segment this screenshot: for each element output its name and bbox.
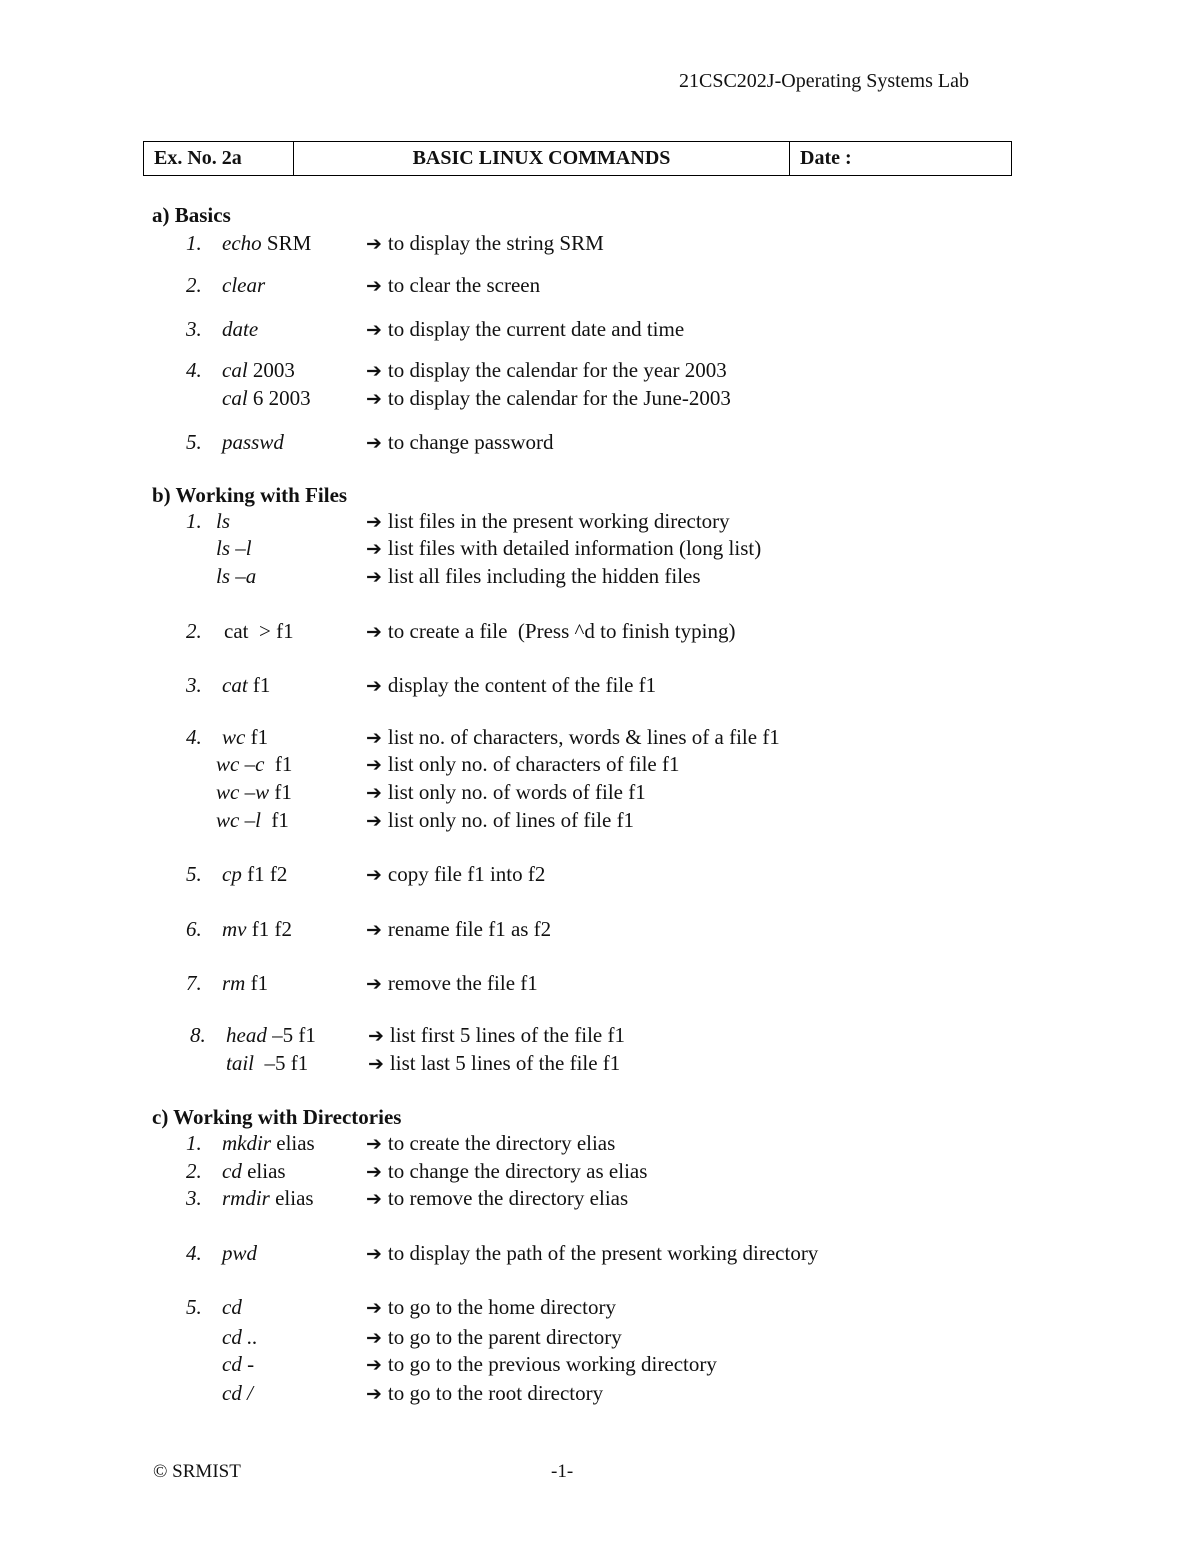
- command-argument: 2003: [247, 358, 295, 382]
- command-name: ls –a: [216, 564, 257, 588]
- command-text: [222, 273, 265, 298]
- command-name: cal: [222, 386, 248, 410]
- description-text: to display the calendar for the year 2003: [387, 358, 727, 382]
- command-description: [366, 780, 646, 805]
- command-name: passwd: [222, 430, 284, 454]
- description-text: to go to the previous working directory: [387, 1352, 717, 1376]
- command-number: 8.: [190, 1023, 206, 1047]
- command-text: [222, 673, 270, 698]
- command-name: rmdir: [222, 1186, 270, 1210]
- section-directories-heading: c) Working with Directories: [152, 1105, 402, 1129]
- command-description: [368, 1023, 625, 1048]
- command-number: 4.: [186, 725, 202, 749]
- command-text: [216, 808, 289, 833]
- command-number: 2.: [186, 273, 202, 297]
- command-text: [216, 509, 230, 534]
- footer-copyright: © SRMIST: [153, 1461, 241, 1482]
- command-name: head: [226, 1023, 267, 1047]
- command-text: [222, 358, 295, 383]
- arrow-icon: ➔: [368, 1053, 384, 1075]
- command-description: [366, 808, 634, 833]
- command-description: [366, 1381, 603, 1406]
- command-description: [366, 1295, 616, 1320]
- command-description: [366, 1131, 615, 1156]
- command-number: 7.: [186, 971, 202, 995]
- description-text: copy file f1 into f2: [387, 862, 546, 886]
- command-text: [216, 564, 256, 589]
- command-number: 1.: [186, 509, 202, 533]
- command-argument: cat > f1: [224, 619, 294, 643]
- command-argument: f1 f2: [241, 862, 288, 886]
- section-files-heading: b) Working with Files: [152, 483, 348, 507]
- arrow-icon: ➔: [366, 566, 382, 588]
- description-text: list files with detailed information (long list): [387, 536, 762, 560]
- description-text: rename file f1 as f2: [387, 917, 552, 941]
- command-name: mkdir: [222, 1131, 271, 1155]
- command-name: mv: [222, 917, 247, 941]
- command-text: [222, 1381, 253, 1406]
- command-argument: f1: [245, 971, 269, 995]
- description-text: to display the calendar for the June-2003: [387, 386, 731, 410]
- command-argument: f1 f2: [246, 917, 292, 941]
- command-text: [216, 780, 292, 805]
- command-text: [222, 1241, 257, 1266]
- command-description: [366, 917, 551, 942]
- command-description: [366, 971, 538, 996]
- command-number: 1.: [186, 231, 202, 255]
- command-argument: –5 f1: [254, 1051, 309, 1075]
- command-name: wc –l: [216, 808, 261, 832]
- description-text: list only no. of lines of file f1: [387, 808, 635, 832]
- command-text: [222, 1295, 242, 1320]
- command-name: cd ..: [222, 1325, 258, 1349]
- command-name: clear: [222, 273, 266, 297]
- command-name: cd /: [222, 1381, 253, 1405]
- command-text: [222, 971, 268, 996]
- arrow-icon: ➔: [366, 432, 382, 454]
- command-text: [222, 1131, 315, 1156]
- description-text: to display the path of the present working directory: [387, 1241, 819, 1265]
- command-number: 5.: [186, 1295, 202, 1319]
- command-name: cd -: [222, 1352, 255, 1376]
- arrow-icon: ➔: [366, 275, 382, 297]
- arrow-icon: ➔: [366, 511, 382, 533]
- description-text: to display the current date and time: [387, 317, 685, 341]
- description-text: to display the string SRM: [387, 231, 604, 255]
- description-text: to clear the screen: [387, 273, 541, 297]
- command-name: ls –l: [216, 536, 252, 560]
- command-description: [366, 1159, 647, 1184]
- command-text: [222, 1325, 258, 1350]
- arrow-icon: ➔: [366, 919, 382, 941]
- description-text: remove the file f1: [387, 971, 538, 995]
- command-description: [366, 509, 730, 534]
- command-text: [216, 536, 252, 561]
- command-name: cp: [222, 862, 242, 886]
- command-description: [366, 231, 604, 256]
- exercise-number: Ex. No. 2a: [144, 142, 294, 175]
- command-number: 4.: [186, 1241, 202, 1265]
- command-argument: f1: [269, 780, 292, 804]
- description-text: list first 5 lines of the file f1: [389, 1023, 625, 1047]
- section-basics-heading: a) Basics: [152, 203, 231, 227]
- arrow-icon: ➔: [366, 1383, 382, 1405]
- command-argument: f1: [264, 752, 293, 776]
- arrow-icon: ➔: [366, 782, 382, 804]
- command-text: [216, 752, 292, 777]
- description-text: list only no. of words of file f1: [387, 780, 646, 804]
- command-description: [366, 317, 684, 342]
- arrow-icon: ➔: [366, 810, 382, 832]
- command-name: cat: [222, 673, 248, 697]
- command-number: 4.: [186, 358, 202, 382]
- command-argument: –5 f1: [266, 1023, 316, 1047]
- command-number: 2.: [186, 619, 202, 643]
- course-header: 21CSC202J-Operating Systems Lab: [679, 70, 969, 92]
- command-description: [366, 1325, 622, 1350]
- command-text: [222, 725, 268, 750]
- command-name: echo: [222, 231, 262, 255]
- arrow-icon: ➔: [366, 621, 382, 643]
- command-description: [366, 1241, 818, 1266]
- command-description: [366, 673, 656, 698]
- command-text: [222, 1352, 254, 1377]
- arrow-icon: ➔: [366, 1297, 382, 1319]
- description-text: to go to the parent directory: [387, 1325, 622, 1349]
- command-name: cal: [222, 358, 248, 382]
- command-name: pwd: [222, 1241, 258, 1265]
- arrow-icon: ➔: [366, 754, 382, 776]
- footer-page-number: -1-: [551, 1461, 574, 1482]
- arrow-icon: ➔: [366, 1161, 382, 1183]
- description-text: list all files including the hidden files: [387, 564, 701, 588]
- arrow-icon: ➔: [366, 973, 382, 995]
- command-description: [366, 1186, 628, 1211]
- description-text: to go to the root directory: [387, 1381, 604, 1405]
- command-description: [366, 358, 727, 383]
- command-number: 2.: [186, 1159, 202, 1183]
- command-description: [366, 536, 761, 561]
- command-description: [366, 386, 731, 411]
- command-text: [222, 317, 258, 342]
- command-description: [366, 564, 701, 589]
- command-argument: elias: [271, 1131, 315, 1155]
- command-argument: 6 2003: [247, 386, 311, 410]
- command-text: [226, 1023, 316, 1048]
- command-text: [222, 386, 311, 411]
- command-number: 3.: [186, 1186, 202, 1210]
- description-text: list files in the present working directory: [387, 509, 730, 533]
- description-text: to change the directory as elias: [387, 1159, 648, 1183]
- arrow-icon: ➔: [366, 538, 382, 560]
- command-name: cd: [222, 1295, 242, 1319]
- description-text: list no. of characters, words & lines of a file f1: [387, 725, 780, 749]
- command-text: [222, 862, 287, 887]
- command-number: 6.: [186, 917, 202, 941]
- command-name: tail: [226, 1051, 255, 1075]
- arrow-icon: ➔: [366, 1243, 382, 1265]
- command-name: cd: [222, 1159, 242, 1183]
- arrow-icon: ➔: [366, 360, 382, 382]
- command-name: rm: [222, 971, 246, 995]
- command-text: [222, 1186, 314, 1211]
- command-name: date: [222, 317, 259, 341]
- description-text: to create a file (Press ^d to finish typing): [387, 619, 736, 643]
- arrow-icon: ➔: [366, 727, 382, 749]
- command-text: [226, 1051, 308, 1076]
- description-text: to remove the directory elias: [387, 1186, 629, 1210]
- arrow-icon: ➔: [366, 864, 382, 886]
- command-text: [222, 231, 311, 256]
- description-text: to create the directory elias: [387, 1131, 616, 1155]
- command-number: 5.: [186, 430, 202, 454]
- arrow-icon: ➔: [366, 1354, 382, 1376]
- command-text: [222, 430, 284, 455]
- command-number: 1.: [186, 1131, 202, 1155]
- exercise-header-table: [143, 141, 1012, 176]
- command-text: [224, 619, 294, 644]
- arrow-icon: ➔: [366, 1327, 382, 1349]
- arrow-icon: ➔: [366, 388, 382, 410]
- command-argument: f1: [245, 725, 269, 749]
- command-number: 5.: [186, 862, 202, 886]
- command-number: 3.: [186, 673, 202, 697]
- description-text: to change password: [387, 430, 554, 454]
- command-argument: f1: [260, 808, 289, 832]
- description-text: display the content of the file f1: [387, 673, 657, 697]
- command-description: [368, 1051, 620, 1076]
- command-text: [222, 917, 292, 942]
- description-text: to go to the home directory: [387, 1295, 616, 1319]
- command-description: [366, 273, 540, 298]
- arrow-icon: ➔: [366, 1188, 382, 1210]
- command-text: [222, 1159, 286, 1184]
- command-description: [366, 1352, 717, 1377]
- command-description: [366, 752, 680, 777]
- command-name: ls: [216, 509, 231, 533]
- command-argument: SRM: [261, 231, 312, 255]
- command-name: wc –c: [216, 752, 265, 776]
- arrow-icon: ➔: [366, 675, 382, 697]
- arrow-icon: ➔: [366, 233, 382, 255]
- command-description: [366, 725, 780, 750]
- command-name: wc: [222, 725, 246, 749]
- command-argument: f1: [247, 673, 271, 697]
- arrow-icon: ➔: [366, 319, 382, 341]
- exercise-title: BASIC LINUX COMMANDS: [294, 142, 790, 175]
- description-text: list only no. of characters of file f1: [387, 752, 680, 776]
- description-text: list last 5 lines of the file f1: [389, 1051, 621, 1075]
- command-description: [366, 862, 545, 887]
- arrow-icon: ➔: [366, 1133, 382, 1155]
- command-number: 3.: [186, 317, 202, 341]
- command-argument: elias: [241, 1159, 286, 1183]
- command-argument: elias: [269, 1186, 314, 1210]
- command-name: wc –w: [216, 780, 270, 804]
- date-label: Date :: [800, 147, 852, 169]
- arrow-icon: ➔: [368, 1025, 384, 1047]
- command-description: [366, 619, 735, 644]
- command-description: [366, 430, 554, 455]
